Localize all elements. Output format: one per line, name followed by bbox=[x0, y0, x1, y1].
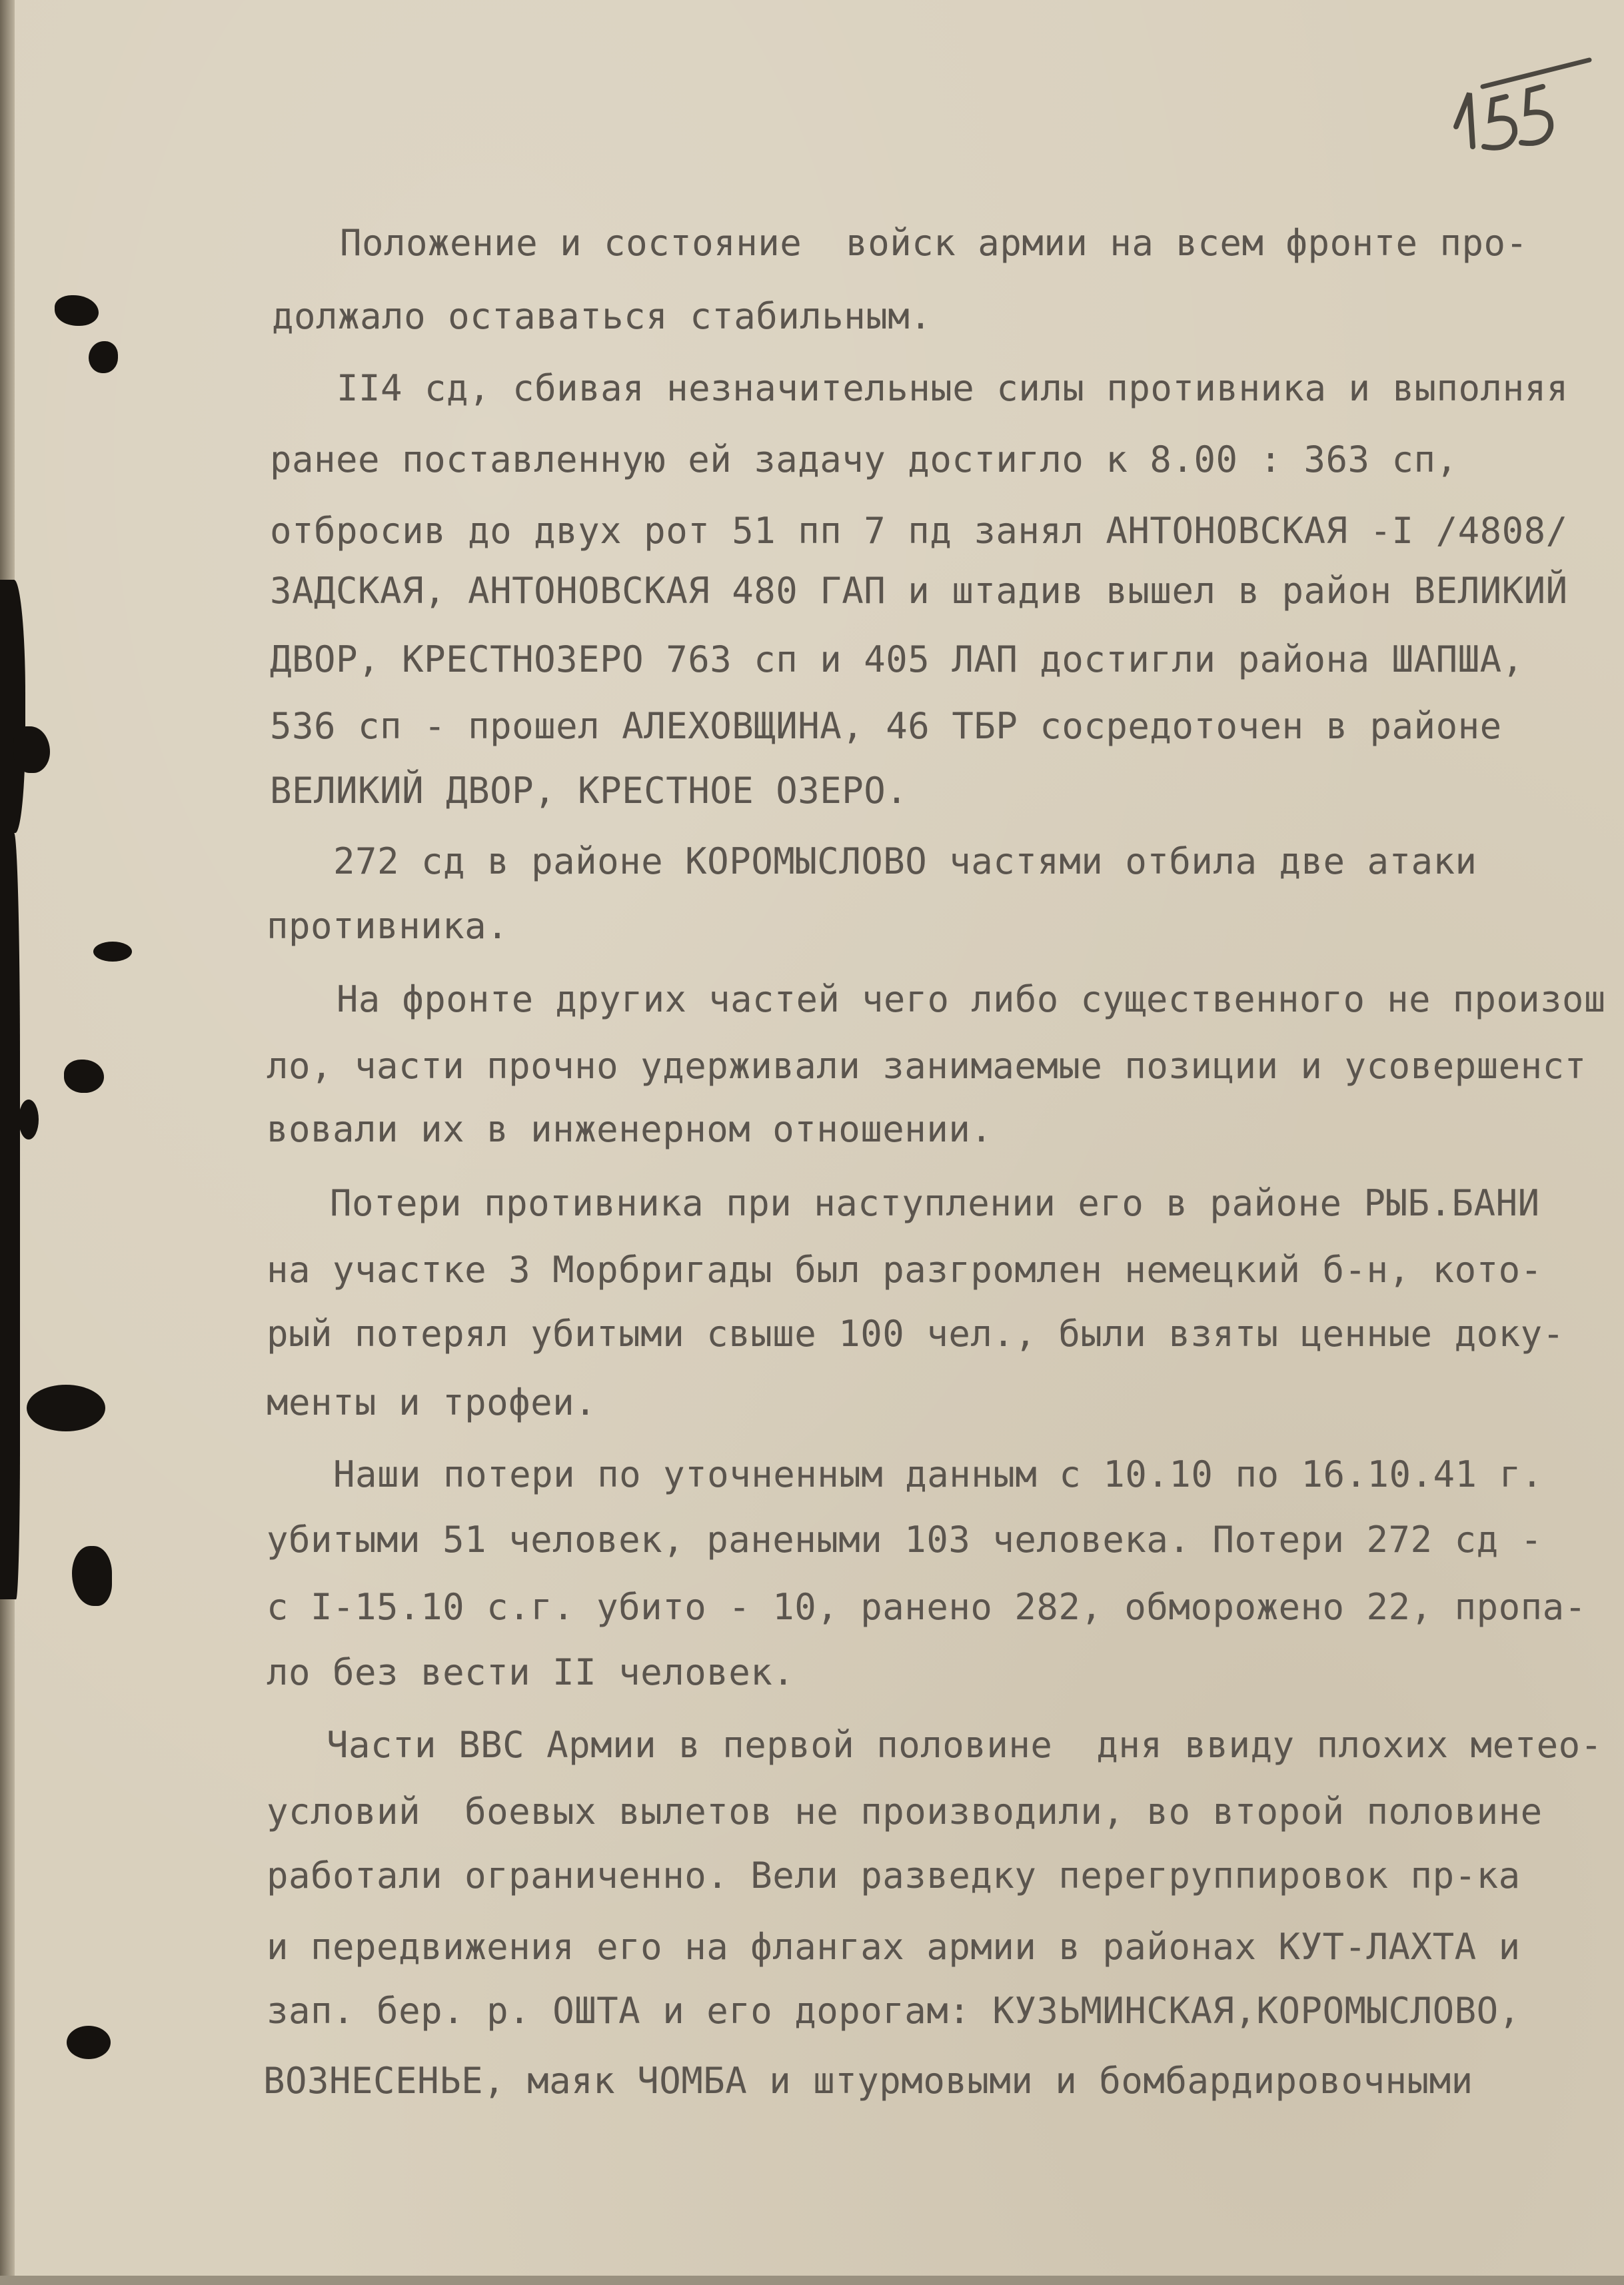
text-line: вовали их в инженерном отношении. bbox=[267, 1108, 993, 1150]
ink-blot bbox=[0, 580, 25, 833]
text-line: условий боевых вылетов не производили, во второй половине bbox=[267, 1791, 1543, 1833]
text-line: ДВОР, КРЕСТНОЗЕРО 763 сп и 405 ЛАП достигли района ШАПША, bbox=[270, 638, 1524, 680]
text-line: Наши потери по уточненным данным с 10.10 по 16.10.41 г. bbox=[333, 1453, 1543, 1495]
text-line: 536 сп - прошел АЛЕХОВЩИНА, 46 ТБР сосредоточен в районе bbox=[270, 705, 1502, 747]
text-line: должало оставаться стабильным. bbox=[272, 295, 932, 337]
text-line: Потери противника при наступлении его в районе РЫБ.БАНИ bbox=[330, 1182, 1540, 1224]
punch-mark bbox=[67, 2026, 111, 2059]
punch-mark bbox=[55, 295, 99, 326]
text-line: ВЕЛИКИЙ ДВОР, КРЕСТНОЕ ОЗЕРО. bbox=[270, 770, 908, 812]
text-line: 272 сд в районе КОРОМЫСЛОВО частями отбила две атаки bbox=[333, 840, 1477, 882]
text-line: II4 сд, сбивая незначительные силы противника и выполняя bbox=[337, 367, 1569, 409]
text-line: ранее поставленную ей задачу достигло к 8.00 : 363 сп, bbox=[270, 438, 1458, 480]
punch-mark bbox=[64, 1060, 104, 1093]
punch-mark bbox=[72, 1546, 112, 1606]
punch-mark bbox=[93, 942, 132, 962]
text-line: отбросив до двух рот 51 пп 7 пд занял АНТОНОВСКАЯ -I /4808/ bbox=[270, 510, 1568, 552]
ink-blot bbox=[27, 1385, 105, 1431]
text-line: работали ограниченно. Вели разведку перегруппировок пр-ка bbox=[267, 1855, 1521, 1897]
text-line: на участке 3 Морбригады был разгромлен немецкий б-н, кото- bbox=[267, 1249, 1543, 1291]
text-line: противника. bbox=[267, 905, 509, 947]
text-line: Части ВВС Армии в первой половине дня ввиду плохих метео- bbox=[327, 1724, 1603, 1766]
text-line: На фронте других частей чего либо существенного не произош bbox=[337, 978, 1606, 1020]
ink-blot bbox=[19, 1100, 39, 1140]
text-line: ло, части прочно удерживали занимаемые позиции и усовершенст bbox=[267, 1045, 1587, 1087]
page-number-handwriting bbox=[1443, 47, 1596, 160]
text-line: рый потерял убитыми свыше 100 чел., были взяты ценные доку- bbox=[267, 1313, 1565, 1355]
text-line: зап. бер. р. ОШТА и его дорогам: КУЗЬМИНСКАЯ,КОРОМЫСЛОВО, bbox=[267, 1990, 1521, 2032]
ink-blot bbox=[13, 726, 50, 773]
text-line: убитыми 51 человек, ранеными 103 человека. Потери 272 сд - bbox=[267, 1519, 1543, 1561]
text-line: менты и трофеи. bbox=[267, 1381, 597, 1423]
text-line: ВОЗНЕСЕНЬЕ, маяк ЧОМБА и штурмовыми и бомбардировочными bbox=[263, 2060, 1473, 2102]
text-line: ЗАДСКАЯ, АНТОНОВСКАЯ 480 ГАП и штадив вышел в район ВЕЛИКИЙ bbox=[270, 570, 1568, 612]
punch-mark bbox=[89, 341, 118, 373]
handwritten-page-number bbox=[1443, 47, 1596, 160]
text-line: ло без вести II человек. bbox=[267, 1651, 795, 1693]
text-line: с I-15.10 с.г. убито - 10, ранено 282, обморожено 22, пропа- bbox=[267, 1586, 1587, 1628]
text-line: и передвижения его на флангах армии в районах КУТ-ЛАХТА и bbox=[267, 1926, 1521, 1968]
ink-blot bbox=[0, 833, 20, 1599]
text-line: Положение и состояние войск армии на всем фронте про- bbox=[340, 222, 1528, 264]
page-bottom-edge bbox=[0, 2276, 1624, 2285]
